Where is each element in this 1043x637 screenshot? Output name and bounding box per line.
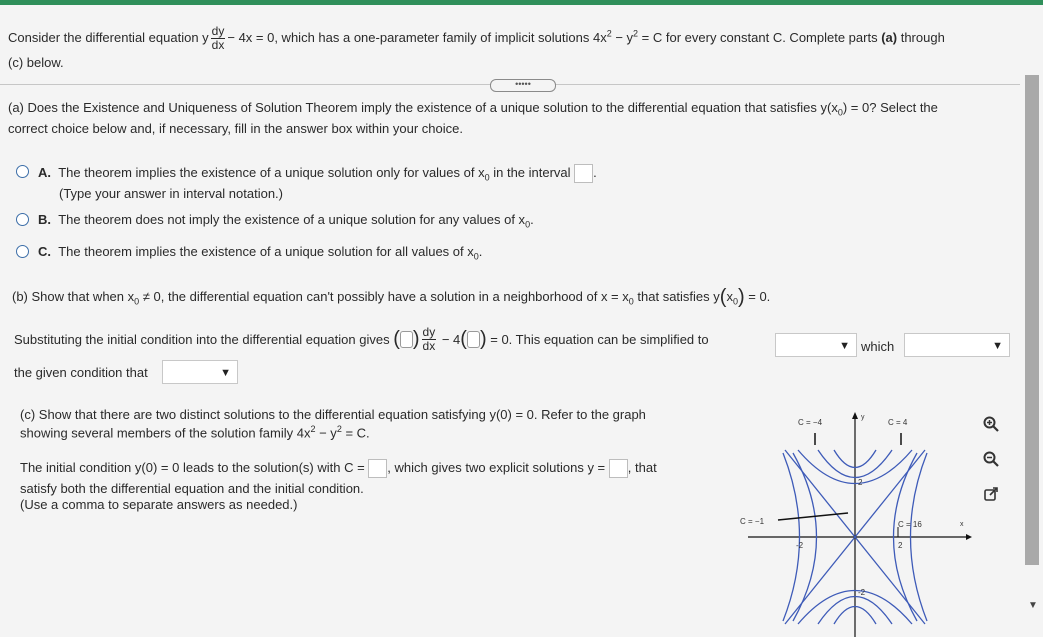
option-a-radio[interactable] — [16, 165, 29, 178]
intro-fraction — [211, 25, 226, 52]
option-b-radio[interactable] — [16, 213, 29, 226]
part-a-line-1 — [8, 100, 938, 118]
option-a[interactable]: A. The theorem implies the existence of a unique solution only for values of $x_0$ in the interval . — [38, 164, 597, 183]
which-dropdown[interactable] — [904, 333, 1010, 357]
ic-pre: The initial condition y(0) = 0 leads to the solution(s) with C = — [20, 459, 365, 475]
c-value-answer-box[interactable] — [368, 459, 387, 478]
subst-dx: dx — [422, 339, 436, 353]
paren-close: ) — [737, 286, 745, 308]
part-a-question: (a) Does the Existence and Uniqueness of Solution Theorem imply the existence of a unique solution to the differential equation that satisfies y(x — [8, 100, 838, 115]
ic-post: , that — [627, 459, 657, 475]
interval-answer-box[interactable] — [574, 164, 593, 183]
top-accent-bar — [0, 0, 1043, 5]
part-c-mid: − y — [315, 425, 337, 441]
subst-dy: dy — [422, 325, 436, 339]
part-c-line-2 — [20, 424, 370, 440]
option-a-hint: (Type your answer in interval notation.) — [59, 186, 283, 201]
part-c-pre: showing several members of the solution family 4x — [20, 425, 311, 441]
y-axis-arrow — [852, 412, 858, 419]
option-b-label: B. — [38, 212, 51, 227]
popout-icon[interactable] — [979, 485, 1003, 509]
popout-glyph — [982, 485, 1000, 503]
label-c-16: C = 16 — [898, 520, 922, 529]
part-a-line-2: correct choice below and, if necessary, fill in the answer box within your choice. — [8, 121, 463, 136]
part-a-sub: 0 — [837, 107, 843, 118]
part-b-post: that satisfies y — [633, 288, 720, 304]
option-b-text: The theorem does not imply the existence of a unique solution for any values of x — [58, 212, 526, 227]
part-b-x: x — [726, 288, 733, 304]
intro-through: through — [897, 29, 945, 45]
intro-middle: − 4x = 0, which has a one-parameter family of implicit solutions 4x — [227, 29, 607, 45]
option-a-label: A. — [38, 164, 51, 180]
zoom-out-icon[interactable] — [979, 450, 1003, 474]
intro-dy: dy — [211, 24, 225, 38]
simplified-dropdown[interactable] — [775, 333, 857, 357]
option-a-sub: 0 — [484, 172, 490, 183]
intro-part-a: (a) — [881, 29, 898, 45]
part-b-sub-c: 0 — [732, 296, 738, 307]
solution-family-graph — [738, 405, 978, 637]
zoom-out-glyph — [982, 450, 1000, 468]
subst-answer-box-1[interactable] — [400, 331, 413, 348]
tick-x-2: 2 — [898, 541, 903, 550]
option-b-sub: 0 — [525, 219, 531, 230]
paren-close-3: ) — [479, 328, 487, 350]
intro-y: − y — [611, 29, 634, 45]
part-b-substitution — [14, 326, 709, 353]
part-b-sub-b: 0 — [628, 296, 634, 307]
label-y-axis: y — [861, 414, 865, 421]
label-c-minus-1: C = −1 — [740, 517, 765, 526]
option-b-after: . — [530, 212, 534, 227]
subst-minus4: − 4 — [438, 332, 461, 347]
intro-line-1 — [8, 25, 945, 52]
part-c-ic-line-3: (Use a comma to separate answers as needed.) — [20, 497, 298, 512]
intro-sup-b: 2 — [633, 28, 639, 39]
paren-open-2: ( — [393, 328, 400, 350]
intro-line-2: (c) below. — [8, 55, 64, 70]
label-c-minus-4: C = −4 — [798, 418, 823, 427]
zoom-in-glyph — [982, 415, 1000, 433]
subst-fraction — [422, 326, 437, 353]
option-c-after: . — [478, 244, 483, 259]
part-b-mid: ≠ 0, the differential equation can't possibly have a solution in a neighborhood of x = x — [139, 288, 629, 304]
paren-close-2: ) — [412, 328, 420, 350]
pointer-cm1 — [778, 513, 848, 520]
subst-answer-box-2[interactable] — [467, 331, 480, 348]
part-c-line-1: (c) Show that there are two distinct solutions to the differential equation satisfying y(0) = 0. Refer to the graph — [20, 407, 646, 422]
x-axis-arrow — [966, 534, 972, 540]
expand-button[interactable]: ••••• — [490, 79, 556, 92]
condition-dropdown[interactable] — [162, 360, 238, 384]
intro-dx: dx — [211, 38, 225, 52]
part-b-eq: = 0. — [744, 288, 771, 304]
label-x-axis: x — [960, 521, 964, 528]
option-a-text: The theorem implies the existence of a unique solution only for values of x — [58, 164, 485, 180]
option-c-label: C. — [38, 244, 51, 259]
chevron-down-icon: ▼ — [839, 340, 850, 352]
subst-text: Substituting the initial condition into the differential equation gives — [14, 332, 390, 347]
part-c-ic-line-2: satisfy both the differential equation and the initial condition. — [20, 481, 364, 496]
zoom-in-icon[interactable] — [979, 415, 1003, 439]
subst-eq: = 0. This equation can be simplified to — [486, 332, 709, 347]
tick-y-minus-2: -2 — [858, 588, 866, 597]
paren-open-3: ( — [460, 328, 467, 350]
option-c-text: The theorem implies the existence of a unique solution for all values of x — [58, 244, 474, 259]
which-text: which — [861, 339, 895, 354]
option-c-sub: 0 — [473, 251, 479, 262]
part-b-line-1 — [12, 286, 770, 309]
label-c-4: C = 4 — [888, 418, 908, 427]
ic-mid: , which gives two explicit solutions y = — [387, 459, 606, 475]
part-c-post: = C. — [341, 425, 370, 441]
intro-prefix: Consider the differential equation y — [8, 29, 209, 45]
tick-y-2: 2 — [858, 478, 863, 487]
part-b-line-3: the given condition that — [14, 365, 148, 380]
option-b[interactable] — [38, 212, 534, 230]
option-c-radio[interactable] — [16, 245, 29, 258]
chevron-down-icon: ▼ — [220, 367, 231, 379]
part-c-ic-line — [20, 459, 657, 478]
intro-sup-a: 2 — [606, 28, 612, 39]
chevron-down-icon: ▼ — [992, 340, 1003, 352]
part-c-sup-b: 2 — [336, 424, 342, 434]
part-b-pre: (b) Show that when x — [12, 288, 135, 304]
tick-x-minus-2: -2 — [796, 541, 804, 550]
paren-open: ( — [719, 286, 727, 308]
intro-suffix: = C for every constant C. Complete parts — [638, 29, 882, 45]
part-c-sup-a: 2 — [310, 424, 316, 434]
part-b-sub-a: 0 — [134, 296, 140, 307]
option-c[interactable] — [38, 244, 482, 262]
option-a-after: in the interval — [489, 164, 571, 180]
y-solutions-answer-box[interactable] — [609, 459, 628, 478]
scrollbar-thumb[interactable] — [1025, 75, 1039, 565]
part-a-question-end: ) = 0? Select the — [842, 100, 938, 115]
scroll-down-icon[interactable]: ▼ — [1028, 600, 1038, 611]
